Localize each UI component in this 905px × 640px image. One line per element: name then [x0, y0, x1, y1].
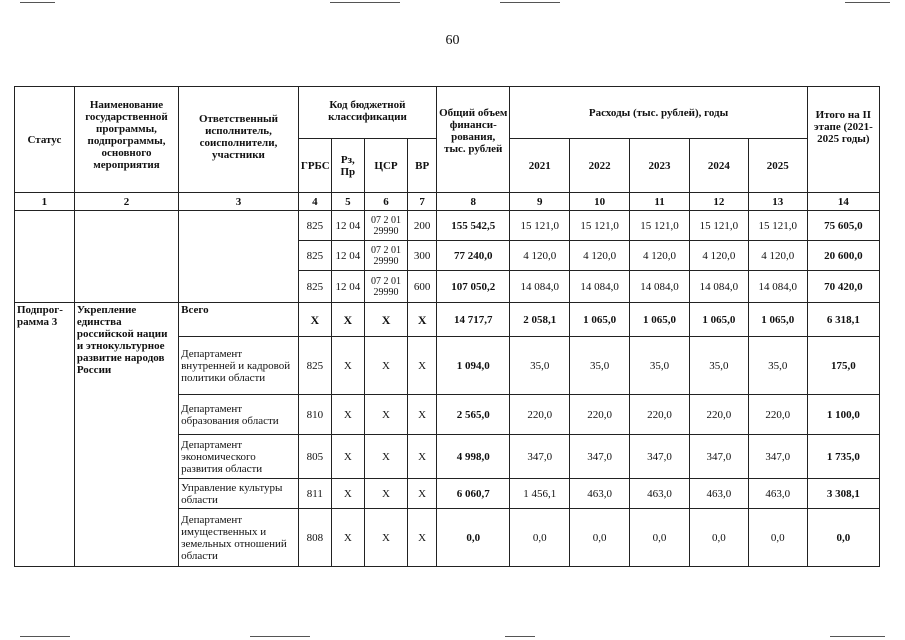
top-edge-line-2: [330, 2, 400, 3]
top-edge-line-3: [500, 2, 560, 3]
csr-cell: 07 2 01 29990: [364, 271, 407, 303]
year-cell: 14 084,0: [510, 271, 570, 303]
rzpr-cell: Х: [331, 303, 364, 337]
year-cell: 15 121,0: [570, 211, 630, 241]
header-vr: ВР: [408, 139, 437, 193]
grbs-cell: 825: [298, 241, 331, 271]
column-number: 5: [331, 193, 364, 211]
rzpr-cell: Х: [331, 509, 364, 567]
page-number: 60: [445, 33, 460, 48]
bottom-edge-line-2: [250, 636, 310, 637]
column-number: 8: [437, 193, 510, 211]
grbs-cell: 825: [298, 211, 331, 241]
header-row-1: [15, 87, 880, 139]
header-csr: ЦСР: [364, 139, 407, 193]
rzpr-cell: Х: [331, 479, 364, 509]
year-cell: 0,0: [748, 509, 807, 567]
year-cell: 347,0: [570, 435, 630, 479]
header-program-name: Наименование государственной программы, подпрограммы, основного мероприятия: [74, 87, 178, 193]
year-cell: 347,0: [510, 435, 570, 479]
year-cell: 347,0: [630, 435, 690, 479]
vr-cell: 600: [408, 271, 437, 303]
column-number: 1: [15, 193, 75, 211]
header-year-2024: 2024: [689, 139, 748, 193]
vr-cell: Х: [408, 479, 437, 509]
grbs-cell: 805: [298, 435, 331, 479]
csr-cell: Х: [364, 479, 407, 509]
executor-cell: Всего: [179, 303, 299, 337]
stage-total-cell: 75 605,0: [807, 211, 879, 241]
header-status: Статус: [15, 87, 75, 193]
csr-cell: Х: [364, 337, 407, 395]
rzpr-cell: 12 04: [331, 241, 364, 271]
header-budget-code: Код бюджетной классификации: [298, 87, 436, 139]
rzpr-cell: Х: [331, 395, 364, 435]
header-stage-total: Итого на II этапе (2021-2025 годы): [807, 87, 879, 193]
year-cell: 14 084,0: [689, 271, 748, 303]
year-cell: 4 120,0: [748, 241, 807, 271]
csr-cell: Х: [364, 435, 407, 479]
total-cell: 155 542,5: [437, 211, 510, 241]
header-year-2021: 2021: [510, 139, 570, 193]
column-number: 2: [74, 193, 178, 211]
executor-cell: Департамент образования области: [179, 395, 299, 435]
year-cell: 14 084,0: [748, 271, 807, 303]
grbs-cell: Х: [298, 303, 331, 337]
year-cell: 35,0: [689, 337, 748, 395]
year-cell: 1 065,0: [630, 303, 690, 337]
vr-cell: Х: [408, 337, 437, 395]
header-rzpr: Рз, Пр: [331, 139, 364, 193]
header-grbs: ГРБС: [298, 139, 331, 193]
header-year-2025: 2025: [748, 139, 807, 193]
total-cell: 6 060,7: [437, 479, 510, 509]
year-cell: 4 120,0: [689, 241, 748, 271]
column-number: 9: [510, 193, 570, 211]
column-number: 11: [630, 193, 690, 211]
total-cell: 77 240,0: [437, 241, 510, 271]
year-cell: 220,0: [510, 395, 570, 435]
header-expenses: Расходы (тыс. рублей), годы: [510, 87, 807, 139]
column-number: 14: [807, 193, 879, 211]
bottom-edge-line-3: [505, 636, 535, 637]
year-cell: 0,0: [630, 509, 690, 567]
column-number: 6: [364, 193, 407, 211]
executor-cell-empty: [179, 211, 299, 303]
vr-cell: Х: [408, 303, 437, 337]
grbs-cell: 825: [298, 271, 331, 303]
stage-total-cell: 1 100,0: [807, 395, 879, 435]
csr-cell: Х: [364, 395, 407, 435]
rzpr-cell: 12 04: [331, 211, 364, 241]
csr-cell: 07 2 01 29990: [364, 241, 407, 271]
column-numbers-row: [15, 193, 880, 211]
total-cell: 0,0: [437, 509, 510, 567]
total-cell: 2 565,0: [437, 395, 510, 435]
year-cell: 15 121,0: [510, 211, 570, 241]
year-cell: 4 120,0: [570, 241, 630, 271]
rzpr-cell: 12 04: [331, 271, 364, 303]
header-executor: Ответственный исполнитель, соисполнители, участники: [179, 87, 299, 193]
year-cell: 220,0: [570, 395, 630, 435]
year-cell: 463,0: [570, 479, 630, 509]
year-cell: 2 058,1: [510, 303, 570, 337]
total-cell: 4 998,0: [437, 435, 510, 479]
stage-total-cell: 3 308,1: [807, 479, 879, 509]
year-cell: 14 084,0: [570, 271, 630, 303]
year-cell: 463,0: [748, 479, 807, 509]
year-cell: 4 120,0: [630, 241, 690, 271]
year-cell: 1 065,0: [748, 303, 807, 337]
year-cell: 463,0: [630, 479, 690, 509]
year-cell: 4 120,0: [510, 241, 570, 271]
year-cell: 220,0: [630, 395, 690, 435]
subprogram-status: Подпрог-рамма 3: [15, 303, 75, 567]
bottom-edge-line-4: [830, 636, 885, 637]
year-cell: 1 456,1: [510, 479, 570, 509]
year-cell: 1 065,0: [570, 303, 630, 337]
total-cell: 107 050,2: [437, 271, 510, 303]
executor-cell: Департамент экономического развития области: [179, 435, 299, 479]
year-cell: 463,0: [689, 479, 748, 509]
column-number: 13: [748, 193, 807, 211]
vr-cell: 200: [408, 211, 437, 241]
header-year-2022: 2022: [570, 139, 630, 193]
grbs-cell: 811: [298, 479, 331, 509]
grbs-cell: 810: [298, 395, 331, 435]
grbs-cell: 825: [298, 337, 331, 395]
executor-cell: Департамент имущественных и земельных отношений области: [179, 509, 299, 567]
stage-total-cell: 1 735,0: [807, 435, 879, 479]
year-cell: 347,0: [689, 435, 748, 479]
column-number: 4: [298, 193, 331, 211]
csr-cell: 07 2 01 29990: [364, 211, 407, 241]
rzpr-cell: Х: [331, 435, 364, 479]
stage-total-cell: 70 420,0: [807, 271, 879, 303]
column-number: 12: [689, 193, 748, 211]
stage-total-cell: 6 318,1: [807, 303, 879, 337]
vr-cell: Х: [408, 435, 437, 479]
vr-cell: 300: [408, 241, 437, 271]
year-cell: 35,0: [510, 337, 570, 395]
rzpr-cell: Х: [331, 337, 364, 395]
header-year-2023: 2023: [630, 139, 690, 193]
total-cell: 14 717,7: [437, 303, 510, 337]
year-cell: 0,0: [689, 509, 748, 567]
year-cell: 15 121,0: [689, 211, 748, 241]
bottom-edge-line-1: [20, 636, 70, 637]
year-cell: 35,0: [630, 337, 690, 395]
year-cell: 0,0: [570, 509, 630, 567]
csr-cell: Х: [364, 509, 407, 567]
column-number: 10: [570, 193, 630, 211]
table-row: [15, 211, 880, 241]
year-cell: 15 121,0: [630, 211, 690, 241]
subprogram-name: Укрепление единства российской нации и этнокультурное развитие народов России: [74, 303, 178, 567]
stage-total-cell: 175,0: [807, 337, 879, 395]
year-cell: 15 121,0: [748, 211, 807, 241]
stage-total-cell: 20 600,0: [807, 241, 879, 271]
table-row: [15, 303, 880, 337]
executor-cell: Управление культуры области: [179, 479, 299, 509]
column-number: 7: [408, 193, 437, 211]
csr-cell: Х: [364, 303, 407, 337]
vr-cell: Х: [408, 509, 437, 567]
year-cell: 35,0: [748, 337, 807, 395]
year-cell: 220,0: [689, 395, 748, 435]
program-cell-empty: [74, 211, 178, 303]
grbs-cell: 808: [298, 509, 331, 567]
top-edge-line-4: [845, 2, 890, 3]
executor-cell: Департамент внутренней и кадровой политики области: [179, 337, 299, 395]
year-cell: 0,0: [510, 509, 570, 567]
stage-total-cell: 0,0: [807, 509, 879, 567]
vr-cell: Х: [408, 395, 437, 435]
total-cell: 1 094,0: [437, 337, 510, 395]
year-cell: 1 065,0: [689, 303, 748, 337]
header-total-volume: Общий объем финанси-рования, тыс. рублей: [437, 87, 510, 193]
year-cell: 347,0: [748, 435, 807, 479]
column-number: 3: [179, 193, 299, 211]
budget-table: [14, 86, 880, 567]
year-cell: 220,0: [748, 395, 807, 435]
status-cell-empty: [15, 211, 75, 303]
year-cell: 14 084,0: [630, 271, 690, 303]
top-edge-line-1: [20, 2, 55, 3]
year-cell: 35,0: [570, 337, 630, 395]
